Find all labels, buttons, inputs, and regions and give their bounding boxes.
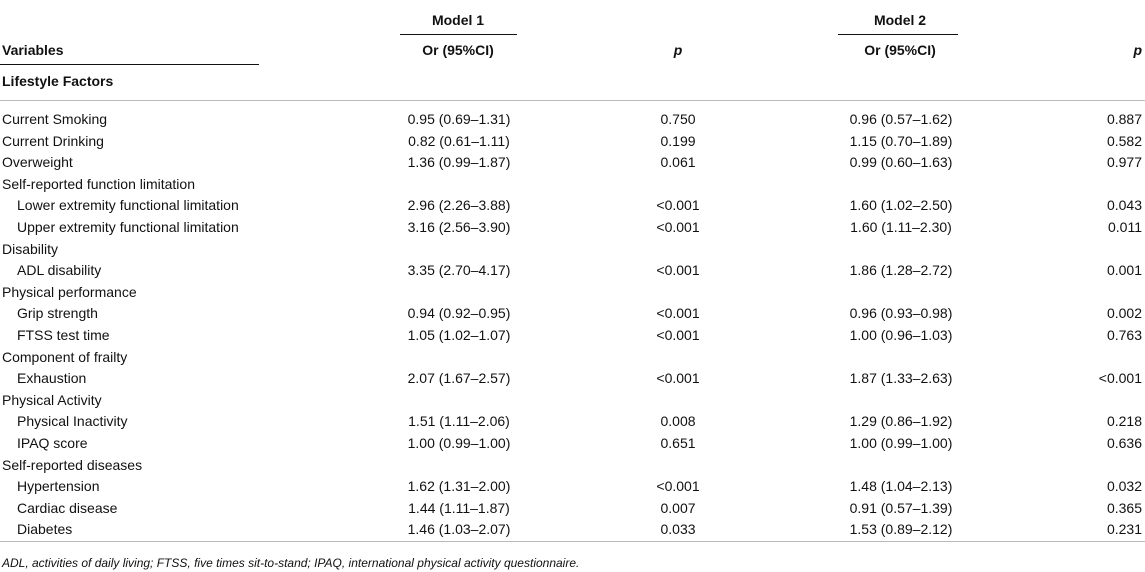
- p1-header: p: [673, 42, 683, 58]
- model2-p-cell: 0.365: [1106, 499, 1142, 516]
- model1-p-cell: 0.033: [660, 521, 696, 538]
- model2-p-cell: 0.763: [1106, 327, 1142, 343]
- model2-or-cell: 1.87 (1.33–2.63): [849, 370, 953, 387]
- model1-p-cell: <0.001: [656, 219, 700, 235]
- table-row: [0, 174, 1145, 195]
- model2-p-cell: 0.887: [1106, 111, 1142, 127]
- model1-p-cell: <0.001: [656, 197, 700, 214]
- row-label: Current Drinking: [2, 132, 104, 149]
- model1-header: Model 1: [431, 12, 485, 28]
- model1-or-cell: 1.51 (1.11–2.06): [408, 413, 510, 430]
- table-row: [0, 152, 1145, 173]
- model2-or-cell: 0.96 (0.57–1.62): [849, 111, 953, 127]
- row-label: Overweight: [2, 154, 73, 171]
- model2-or-cell: 1.00 (0.96–1.03): [849, 327, 953, 343]
- table-row: [0, 368, 1145, 389]
- model2-p-cell: 0.636: [1106, 435, 1142, 451]
- table-row: [0, 390, 1145, 411]
- table-row: [0, 282, 1145, 303]
- model2-or-cell: 1.15 (0.70–1.89): [849, 132, 953, 149]
- table-row: [0, 195, 1145, 216]
- model2-or-cell: 1.53 (0.89–2.12): [849, 521, 953, 538]
- row-label: Current Smoking: [2, 111, 108, 127]
- table-row: [0, 498, 1145, 519]
- model1-or-cell: 2.07 (1.67–2.57): [407, 370, 511, 387]
- model1-p-cell: 0.651: [660, 435, 696, 451]
- row-label: Physical Activity: [2, 391, 102, 408]
- or1-header: Or (95%CI): [422, 42, 494, 58]
- model1-or-cell: 0.95 (0.69–1.31): [407, 111, 511, 127]
- model2-p-cell: 0.218: [1106, 413, 1142, 430]
- row-label: Disability: [2, 240, 59, 257]
- model2-p-cell: 0.032: [1106, 478, 1142, 495]
- row-label: Exhaustion: [17, 370, 87, 387]
- table-row: [0, 476, 1145, 497]
- model1-p-cell: 0.199: [660, 132, 696, 149]
- header-rule: [0, 100, 1145, 101]
- row-label: Physical performance: [2, 283, 137, 300]
- row-label: IPAQ score: [17, 435, 88, 451]
- model1-p-cell: 0.007: [660, 499, 696, 516]
- model2-or-cell: 1.60 (1.11–2.30): [850, 219, 952, 235]
- model1-underline: [400, 34, 517, 35]
- table-row: [0, 455, 1145, 476]
- table-row: [0, 109, 1145, 130]
- row-label: Lower extremity functional limitation: [17, 197, 239, 214]
- table-row: [0, 347, 1145, 368]
- table-row: [0, 519, 1145, 540]
- row-label: Physical Inactivity: [17, 413, 128, 430]
- model2-p-cell: <0.001: [1098, 370, 1142, 387]
- model1-or-cell: 1.46 (1.03–2.07): [407, 521, 511, 538]
- model2-or-cell: 1.86 (1.28–2.72): [849, 262, 953, 279]
- table-row: [0, 217, 1145, 238]
- model2-or-cell: 0.99 (0.60–1.63): [849, 154, 953, 171]
- model1-or-cell: 1.05 (1.02–1.07): [407, 327, 511, 343]
- model2-or-cell: 1.00 (0.99–1.00): [849, 435, 953, 451]
- row-label: Self-reported function limitation: [2, 175, 195, 192]
- table-row: [0, 411, 1145, 432]
- model1-p-cell: 0.008: [660, 413, 696, 430]
- table-row: [0, 131, 1145, 152]
- model2-header: Model 2: [873, 12, 927, 28]
- model1-p-cell: <0.001: [656, 262, 700, 279]
- model2-underline: [838, 34, 958, 35]
- model1-p-cell: <0.001: [656, 305, 700, 322]
- model1-p-cell: <0.001: [656, 478, 700, 495]
- model2-p-cell: 0.011: [1108, 219, 1142, 235]
- model2-or-cell: 0.96 (0.93–0.98): [849, 305, 953, 322]
- bottom-rule: [0, 541, 1145, 542]
- model1-or-cell: 1.36 (0.99–1.87): [407, 154, 511, 171]
- or2-header: Or (95%CI): [864, 42, 936, 58]
- model1-or-cell: 1.00 (0.99–1.00): [407, 435, 511, 451]
- model2-or-cell: 1.48 (1.04–2.13): [849, 478, 953, 495]
- model1-or-cell: 2.96 (2.26–3.88): [407, 197, 511, 214]
- model1-or-cell: 0.82 (0.61–1.11): [408, 132, 510, 149]
- row-label: Diabetes: [17, 521, 73, 538]
- row-label: Grip strength: [17, 305, 98, 322]
- model2-p-cell: 0.002: [1106, 305, 1142, 322]
- table-row: [0, 239, 1145, 260]
- row-label: Upper extremity functional limitation: [17, 219, 239, 235]
- model1-or-cell: 3.35 (2.70–4.17): [407, 262, 511, 279]
- model1-or-cell: 1.62 (1.31–2.00): [407, 478, 511, 495]
- variables-underline: [0, 64, 259, 65]
- model1-p-cell: <0.001: [656, 370, 700, 387]
- model1-p-cell: 0.750: [660, 111, 696, 127]
- table-row: [0, 433, 1145, 454]
- row-label: Hypertension: [17, 478, 100, 495]
- model1-or-cell: 1.44 (1.11–1.87): [408, 499, 510, 516]
- table-row: [0, 303, 1145, 324]
- row-label: ADL disability: [17, 262, 102, 279]
- model2-p-cell: 0.001: [1106, 262, 1142, 279]
- model2-or-cell: 0.91 (0.57–1.39): [849, 499, 953, 516]
- row-label: Cardiac disease: [17, 499, 118, 516]
- model2-or-cell: 1.29 (0.86–1.92): [849, 413, 953, 430]
- model1-or-cell: 3.16 (2.56–3.90): [407, 219, 511, 235]
- model2-p-cell: 0.582: [1106, 132, 1142, 149]
- model2-p-cell: 0.231: [1106, 521, 1142, 538]
- row-label: Component of frailty: [2, 348, 128, 365]
- model2-p-cell: 0.977: [1106, 154, 1142, 171]
- model1-p-cell: 0.061: [660, 154, 696, 171]
- row-label: FTSS test time: [17, 327, 110, 343]
- model1-or-cell: 0.94 (0.92–0.95): [407, 305, 511, 322]
- variables-header: Variables: [2, 42, 64, 58]
- p2-header: p: [1133, 42, 1142, 58]
- model2-or-cell: 1.60 (1.02–2.50): [849, 197, 953, 214]
- table-row: [0, 260, 1145, 281]
- footnote: ADL, activities of daily living; FTSS, five times sit-to-stand; IPAQ, international physical activity questionnaire.: [2, 556, 580, 570]
- section-header: Lifestyle Factors: [2, 73, 114, 89]
- model1-p-cell: <0.001: [656, 327, 700, 343]
- row-label: Self-reported diseases: [2, 456, 143, 473]
- table-row: [0, 325, 1145, 346]
- model2-p-cell: 0.043: [1106, 197, 1142, 214]
